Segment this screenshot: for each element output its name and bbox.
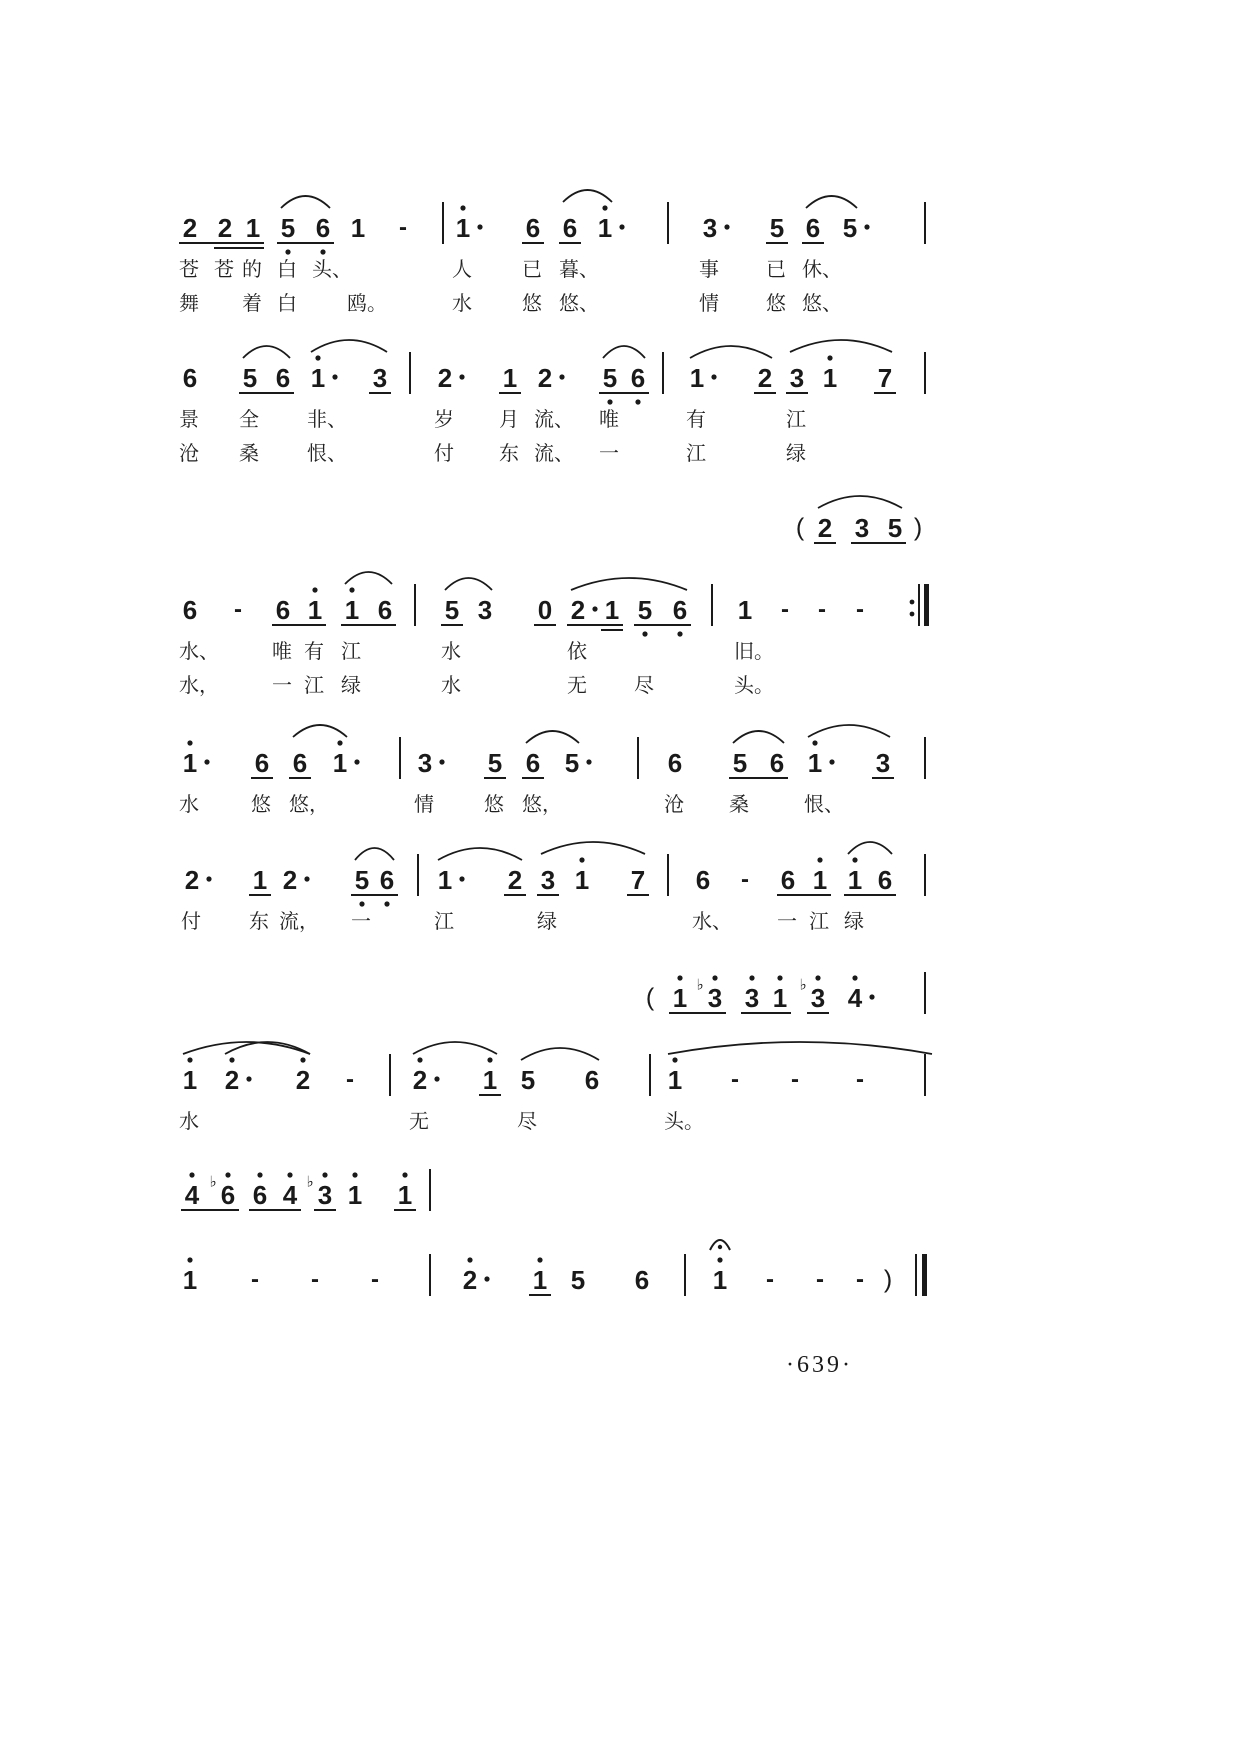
note: 5 xyxy=(354,865,370,895)
lyric-syllable: 情 xyxy=(414,792,434,816)
octave-dot-above xyxy=(777,975,782,980)
octave-dot-below xyxy=(607,399,612,404)
lyric-syllable: 岁 xyxy=(434,407,454,431)
lyric-syllable: 唯 xyxy=(272,639,292,663)
lyric-syllable: 悠， xyxy=(522,792,562,816)
note: 6 xyxy=(182,363,198,393)
note: 1 xyxy=(604,595,620,625)
hold-dash: - xyxy=(399,214,407,241)
lyric-syllable: 绿 xyxy=(786,441,806,465)
hold-dash: - xyxy=(371,1266,379,1293)
augmentation-dot xyxy=(586,759,591,764)
augmentation-dot xyxy=(559,374,564,379)
lyric-syllable: 一 xyxy=(272,673,292,697)
note: 3 xyxy=(317,1180,333,1210)
note: 6 xyxy=(780,865,796,895)
lyric-syllable: 鸥。 xyxy=(347,291,387,315)
note: 5 xyxy=(520,1065,536,1095)
repeat-dot xyxy=(910,612,915,617)
octave-dot-above xyxy=(852,857,857,862)
note: 6 xyxy=(315,213,331,243)
lyric-syllable: 沧 xyxy=(664,792,684,816)
lyric-syllable: 沧 xyxy=(179,441,199,465)
octave-dot-above xyxy=(225,1172,230,1177)
note: 1 xyxy=(667,1065,683,1095)
octave-dot-above xyxy=(717,1257,722,1262)
note: 6 xyxy=(525,213,541,243)
note: 2 xyxy=(282,865,298,895)
hold-dash: - xyxy=(311,1266,319,1293)
note: 5 xyxy=(769,213,785,243)
octave-dot-below xyxy=(285,249,290,254)
augmentation-dot xyxy=(459,374,464,379)
note: 1 xyxy=(482,1065,498,1095)
augmentation-dot xyxy=(477,224,482,229)
lyric-syllable: 非、 xyxy=(307,407,347,431)
slur xyxy=(413,1042,497,1054)
slur xyxy=(541,842,645,854)
note: 2 xyxy=(295,1065,311,1095)
hold-dash: - xyxy=(816,1266,824,1293)
note: 2 xyxy=(462,1265,478,1295)
bracket: ( xyxy=(645,983,655,1012)
octave-dot-above xyxy=(300,1057,305,1062)
lyric-syllable: 无 xyxy=(409,1109,429,1133)
lyric-syllable: 东 xyxy=(249,909,269,933)
lyric-syllable: 水 xyxy=(179,1109,199,1133)
octave-dot-above xyxy=(315,355,320,360)
flat-sign: ♭ xyxy=(306,1172,314,1191)
lyric-syllable: 水 xyxy=(452,291,472,315)
note: 4 xyxy=(847,983,863,1013)
note: 3 xyxy=(707,983,723,1013)
note: 3 xyxy=(417,748,433,778)
repeat-barline-thick xyxy=(924,584,929,626)
note: 2 xyxy=(412,1065,428,1095)
octave-dot-above xyxy=(287,1172,292,1177)
lyric-syllable: 悠 xyxy=(766,291,786,315)
lyric-syllable: 苍 xyxy=(179,257,199,281)
lyric-syllable: 绿 xyxy=(537,909,557,933)
octave-dot-below xyxy=(384,901,389,906)
hold-dash: - xyxy=(818,596,826,623)
note: 3 xyxy=(789,363,805,393)
lyric-syllable: 悠、 xyxy=(559,291,599,315)
slur xyxy=(806,196,857,208)
lyric-syllable: 恨、 xyxy=(804,792,844,816)
note: 5 xyxy=(564,748,580,778)
augmentation-dot xyxy=(206,876,211,881)
octave-dot-above xyxy=(672,1057,677,1062)
slur xyxy=(563,190,612,202)
lyric-syllable: 景 xyxy=(179,407,199,431)
augmentation-dot xyxy=(711,374,716,379)
lyric-syllable: 一 xyxy=(351,909,371,933)
page-number: ·639· xyxy=(786,1352,853,1378)
note: 1 xyxy=(597,213,613,243)
lyric-syllable: 月 xyxy=(499,407,519,431)
lyric-syllable: 江 xyxy=(304,673,324,697)
augmentation-dot xyxy=(619,224,624,229)
lyric-syllable: 悠、 xyxy=(802,291,842,315)
lyric-syllable: 的 xyxy=(242,257,262,281)
note: 4 xyxy=(184,1180,200,1210)
octave-dot-above xyxy=(487,1057,492,1062)
note: 4 xyxy=(282,1180,298,1210)
slur xyxy=(790,340,892,352)
note: 1 xyxy=(347,1180,363,1210)
bracket: ) xyxy=(913,513,923,542)
flat-sign: ♭ xyxy=(799,975,807,994)
note: 3 xyxy=(540,865,556,895)
note: 6 xyxy=(379,865,395,895)
hold-dash: - xyxy=(234,596,242,623)
lyric-syllable: 悠 xyxy=(484,792,504,816)
octave-dot-above xyxy=(229,1057,234,1062)
lyric-syllable: 江 xyxy=(686,441,706,465)
lyric-syllable: 旧。 xyxy=(734,639,774,663)
note: 2 xyxy=(757,363,773,393)
octave-dot-below xyxy=(320,249,325,254)
slur xyxy=(355,848,394,860)
note: 7 xyxy=(877,363,893,393)
note: 6 xyxy=(182,595,198,625)
note: 5 xyxy=(602,363,618,393)
octave-dot-above xyxy=(602,205,607,210)
lyric-syllable: 头。 xyxy=(734,673,774,697)
slur xyxy=(345,572,392,584)
slur xyxy=(818,496,902,508)
note: 1 xyxy=(772,983,788,1013)
lyric-syllable: 悠 xyxy=(522,291,542,315)
lyric-syllable: 无 xyxy=(567,673,587,697)
lyric-syllable: 头、 xyxy=(312,257,352,281)
hold-dash: - xyxy=(741,866,749,893)
lyric-syllable: 有 xyxy=(686,407,706,431)
note: 1 xyxy=(822,363,838,393)
octave-dot-above xyxy=(349,587,354,592)
note: 1 xyxy=(737,595,753,625)
octave-dot-above xyxy=(827,355,832,360)
note: 2 xyxy=(184,865,200,895)
lyric-syllable: 一 xyxy=(777,909,797,933)
octave-dot-above xyxy=(815,975,820,980)
note: 6 xyxy=(377,595,393,625)
octave-dot-above xyxy=(337,740,342,745)
octave-dot-below xyxy=(359,901,364,906)
hold-dash: - xyxy=(791,1066,799,1093)
lyric-syllable: 绿 xyxy=(341,673,361,697)
lyric-syllable: 流、 xyxy=(534,407,574,431)
lyric-syllable: 舞 xyxy=(179,291,199,315)
note: 3 xyxy=(854,513,870,543)
lyric-syllable: 有 xyxy=(304,639,324,663)
note: 6 xyxy=(220,1180,236,1210)
note: 2 xyxy=(182,213,198,243)
lyric-syllable: 桑 xyxy=(729,792,749,816)
octave-dot-above xyxy=(187,1257,192,1262)
note: 6 xyxy=(252,1180,268,1210)
note: 6 xyxy=(634,1265,650,1295)
lyric-syllable: 头。 xyxy=(664,1109,704,1133)
lyric-syllable: 白 xyxy=(277,257,297,281)
note: 1 xyxy=(182,1265,198,1295)
bracket: ) xyxy=(883,1265,893,1294)
note: 5 xyxy=(637,595,653,625)
slur xyxy=(690,346,772,358)
lyric-syllable: 水 xyxy=(441,639,461,663)
augmentation-dot xyxy=(484,1276,489,1281)
note: 2 xyxy=(224,1065,240,1095)
note: 1 xyxy=(332,748,348,778)
augmentation-dot xyxy=(204,759,209,764)
augmentation-dot xyxy=(869,994,874,999)
lyric-syllable: 江 xyxy=(786,407,806,431)
hold-dash: - xyxy=(766,1266,774,1293)
hold-dash: - xyxy=(781,596,789,623)
lyric-syllable: 暮、 xyxy=(559,257,599,281)
augmentation-dot xyxy=(439,759,444,764)
slur xyxy=(445,578,492,590)
lyric-syllable: 江 xyxy=(809,909,829,933)
slur xyxy=(603,346,645,358)
lyric-syllable: 水 xyxy=(179,792,199,816)
lyric-syllable: 事 xyxy=(699,257,719,281)
hold-dash: - xyxy=(346,1066,354,1093)
note: 5 xyxy=(280,213,296,243)
slur xyxy=(521,1048,599,1060)
octave-dot-above xyxy=(467,1257,472,1262)
lyric-syllable: 江 xyxy=(341,639,361,663)
note: 1 xyxy=(455,213,471,243)
note: 3 xyxy=(372,363,388,393)
augmentation-dot xyxy=(592,606,597,611)
augmentation-dot xyxy=(864,224,869,229)
note: 3 xyxy=(477,595,493,625)
hold-dash: - xyxy=(856,1066,864,1093)
note: 2 xyxy=(507,865,523,895)
note: 3 xyxy=(875,748,891,778)
octave-dot-above xyxy=(189,1172,194,1177)
note: 1 xyxy=(182,748,198,778)
note: 1 xyxy=(350,213,366,243)
note: 6 xyxy=(562,213,578,243)
slur xyxy=(281,196,330,208)
augmentation-dot xyxy=(304,876,309,881)
lyric-syllable: 水、 xyxy=(179,639,219,663)
note: 2 xyxy=(817,513,833,543)
lyric-syllable: 付 xyxy=(181,909,201,933)
lyric-syllable: 水、 xyxy=(692,909,732,933)
slur xyxy=(668,1042,932,1054)
note: 1 xyxy=(532,1265,548,1295)
note: 1 xyxy=(252,865,268,895)
octave-dot-above xyxy=(322,1172,327,1177)
octave-dot-above xyxy=(812,740,817,745)
octave-dot-below xyxy=(635,399,640,404)
note: 5 xyxy=(444,595,460,625)
note: 1 xyxy=(712,1265,728,1295)
augmentation-dot xyxy=(354,759,359,764)
bracket: ( xyxy=(795,513,805,542)
slur xyxy=(311,340,387,352)
lyric-syllable: 着 xyxy=(242,291,262,315)
note: 6 xyxy=(584,1065,600,1095)
slur xyxy=(438,848,522,860)
note: 6 xyxy=(672,595,688,625)
lyric-syllable: 苍 xyxy=(214,257,234,281)
octave-dot-above xyxy=(817,857,822,862)
slur xyxy=(733,731,784,743)
augmentation-dot xyxy=(332,374,337,379)
note: 6 xyxy=(525,748,541,778)
octave-dot-above xyxy=(402,1172,407,1177)
note: 5 xyxy=(887,513,903,543)
note: 5 xyxy=(570,1265,586,1295)
augmentation-dot xyxy=(434,1076,439,1081)
note: 2 xyxy=(570,595,586,625)
lyric-syllable: 依 xyxy=(567,639,587,663)
note: 1 xyxy=(812,865,828,895)
slur xyxy=(183,1042,310,1054)
final-barline-thick xyxy=(922,1254,927,1296)
octave-dot-above xyxy=(677,975,682,980)
note: 1 xyxy=(574,865,590,895)
note: 1 xyxy=(689,363,705,393)
lyric-syllable: 唯 xyxy=(599,407,619,431)
lyric-syllable: 水 xyxy=(441,673,461,697)
note: 2 xyxy=(437,363,453,393)
octave-dot-above xyxy=(312,587,317,592)
note: 6 xyxy=(805,213,821,243)
lyric-syllable: 全 xyxy=(239,407,259,431)
note: 1 xyxy=(847,865,863,895)
note: 5 xyxy=(732,748,748,778)
lyric-syllable: 白 xyxy=(277,291,297,315)
octave-dot-above xyxy=(460,205,465,210)
hold-dash: - xyxy=(251,1266,259,1293)
note: 1 xyxy=(807,748,823,778)
lyric-syllable: 已 xyxy=(522,257,542,281)
lyric-syllable: 休、 xyxy=(802,257,842,281)
lyric-syllable: 已 xyxy=(766,257,786,281)
note: 5 xyxy=(242,363,258,393)
fermata-dot xyxy=(718,1245,722,1249)
repeat-dot xyxy=(910,600,915,605)
note: 2 xyxy=(217,213,233,243)
octave-dot-below xyxy=(642,631,647,636)
octave-dot-below xyxy=(677,631,682,636)
slur xyxy=(848,842,892,854)
note: 6 xyxy=(292,748,308,778)
note: 1 xyxy=(310,363,326,393)
octave-dot-above xyxy=(749,975,754,980)
note: 6 xyxy=(769,748,785,778)
note: 6 xyxy=(667,748,683,778)
octave-dot-above xyxy=(417,1057,422,1062)
lyric-syllable: 流、 xyxy=(534,441,574,465)
octave-dot-above xyxy=(187,740,192,745)
augmentation-dot xyxy=(724,224,729,229)
lyric-syllable: 绿 xyxy=(844,909,864,933)
rest: 0 xyxy=(537,595,553,625)
octave-dot-above xyxy=(187,1057,192,1062)
note: 6 xyxy=(254,748,270,778)
note: 1 xyxy=(344,595,360,625)
note: 5 xyxy=(487,748,503,778)
lyric-syllable: 尽 xyxy=(634,673,654,697)
note: 1 xyxy=(672,983,688,1013)
lyric-syllable: 付 xyxy=(434,441,454,465)
slur xyxy=(243,346,290,358)
lyric-syllable: 悠 xyxy=(251,792,271,816)
hold-dash: - xyxy=(856,1266,864,1293)
flat-sign: ♭ xyxy=(696,975,704,994)
note: 3 xyxy=(744,983,760,1013)
lyric-syllable: 桑 xyxy=(239,441,259,465)
note: 1 xyxy=(307,595,323,625)
octave-dot-above xyxy=(537,1257,542,1262)
note: 1 xyxy=(502,363,518,393)
octave-dot-above xyxy=(352,1172,357,1177)
octave-dot-above xyxy=(852,975,857,980)
note: 7 xyxy=(630,865,646,895)
lyric-syllable: 江 xyxy=(434,909,454,933)
note: 6 xyxy=(877,865,893,895)
augmentation-dot xyxy=(459,876,464,881)
slur xyxy=(808,725,890,737)
note: 2 xyxy=(537,363,553,393)
lyric-syllable: 情 xyxy=(699,291,719,315)
hold-dash: - xyxy=(731,1066,739,1093)
octave-dot-above xyxy=(257,1172,262,1177)
augmentation-dot xyxy=(829,759,834,764)
note: 1 xyxy=(182,1065,198,1095)
lyric-syllable: 尽 xyxy=(517,1109,537,1133)
octave-dot-above xyxy=(579,857,584,862)
octave-dot-above xyxy=(712,975,717,980)
note: 6 xyxy=(630,363,646,393)
slur xyxy=(571,578,687,590)
note: 3 xyxy=(810,983,826,1013)
lyric-syllable: 流， xyxy=(279,909,319,933)
note: 3 xyxy=(702,213,718,243)
lyric-syllable: 东 xyxy=(499,441,519,465)
augmentation-dot xyxy=(246,1076,251,1081)
lyric-syllable: 悠， xyxy=(289,792,329,816)
lyric-syllable: 一 xyxy=(599,441,619,465)
note: 6 xyxy=(275,595,291,625)
note: 6 xyxy=(275,363,291,393)
note: 1 xyxy=(245,213,261,243)
note: 1 xyxy=(397,1180,413,1210)
note: 1 xyxy=(437,865,453,895)
hold-dash: - xyxy=(856,596,864,623)
note: 5 xyxy=(842,213,858,243)
slur xyxy=(526,731,579,743)
flat-sign: ♭ xyxy=(209,1172,217,1191)
lyric-syllable: 水， xyxy=(179,673,219,697)
lyric-syllable: 恨、 xyxy=(307,441,347,465)
lyric-syllable: 人 xyxy=(452,257,472,281)
note: 6 xyxy=(695,865,711,895)
slur xyxy=(293,725,347,737)
